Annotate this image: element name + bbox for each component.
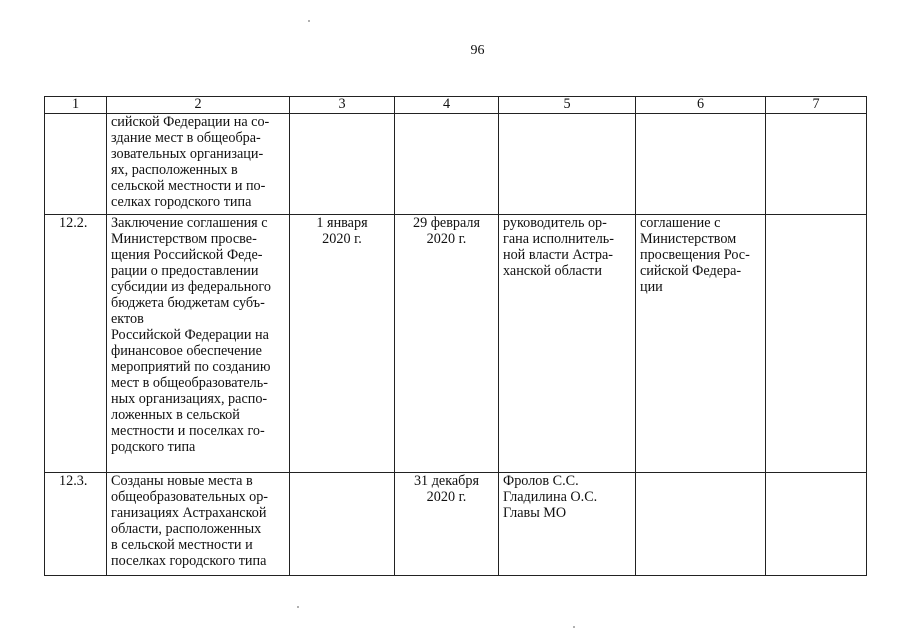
extra-cell: [766, 114, 867, 215]
column-header: 2: [107, 97, 290, 114]
column-header: 4: [395, 97, 499, 114]
action-cell: Заключение соглашения с Министерством просве- щения Российской Феде- рации о предоставлении субсидии из федерального бюджета бюджетам субъ- ектов Российской Федерации на финансовое обеспечение мероприятий по созданию мест в общеобразователь- ных организациях, распо- ложенных в сельской местности и поселках го- родского типа: [107, 215, 290, 473]
table-row: [45, 215, 867, 473]
plan-table: [44, 96, 867, 576]
end-date-cell: [395, 114, 499, 215]
row-number: 12.2.: [45, 215, 107, 473]
column-header: 3: [290, 97, 395, 114]
extra-cell: [766, 215, 867, 473]
page-number: 96: [470, 43, 485, 58]
extra-cell: [766, 473, 867, 576]
responsible-cell: руководитель ор- гана исполнитель- ной власти Астра- ханской области: [499, 215, 636, 473]
start-date-cell: [290, 473, 395, 576]
row-number: 12.3.: [45, 473, 107, 576]
table-row: [45, 473, 867, 576]
result-cell: [636, 114, 766, 215]
row-number: [45, 114, 107, 215]
end-date-cell: 31 декабря 2020 г.: [395, 473, 499, 576]
result-cell: [636, 473, 766, 576]
start-date-cell: 1 января 2020 г.: [290, 215, 395, 473]
column-header: 5: [499, 97, 636, 114]
start-date-cell: [290, 114, 395, 215]
action-cell: Созданы новые места в общеобразовательных ор- ганизациях Астраханской области, расположенных в сельской местности и поселках городского типа: [107, 473, 290, 576]
responsible-cell: Фролов С.С. Гладилина О.С. Главы МО: [499, 473, 636, 576]
column-header: 6: [636, 97, 766, 114]
column-header: 1: [45, 97, 107, 114]
table-row: [45, 114, 867, 215]
scan-speck: [573, 626, 575, 628]
header-row: [45, 97, 867, 114]
column-header: 7: [766, 97, 867, 114]
end-date-cell: 29 февраля 2020 г.: [395, 215, 499, 473]
scan-speck: [308, 20, 310, 22]
responsible-cell: [499, 114, 636, 215]
scan-speck: [297, 606, 299, 608]
result-cell: соглашение с Министерством просвещения Рос- сийской Федера- ции: [636, 215, 766, 473]
action-cell: сийской Федерации на со- здание мест в общеобра- зовательных организаци- ях, расположенных в сельской местности и по- селках городского типа: [107, 114, 290, 215]
